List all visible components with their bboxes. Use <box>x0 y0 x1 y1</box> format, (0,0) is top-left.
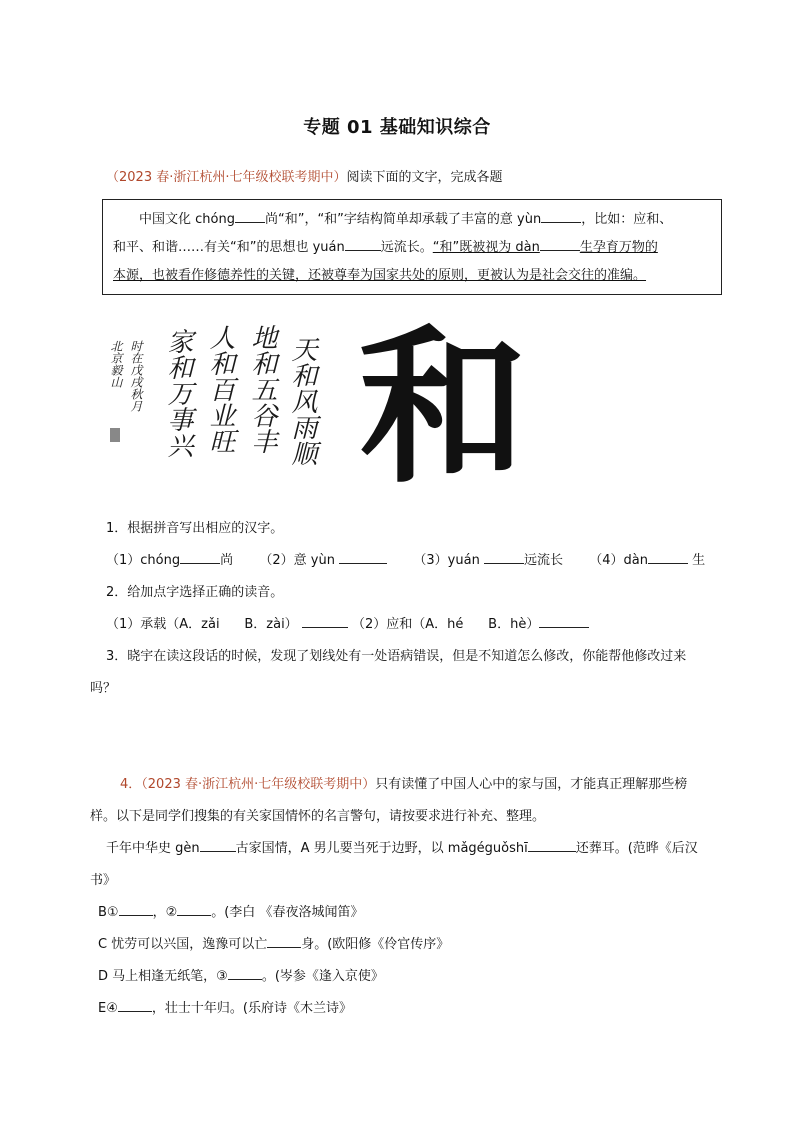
answer-blank[interactable] <box>118 999 152 1012</box>
question-text: 。(李白 《春夜洛城闻笛》 <box>211 905 364 920</box>
answer-blank[interactable] <box>339 551 387 564</box>
question-text: ，② <box>152 905 178 920</box>
answer-blank[interactable] <box>180 551 220 564</box>
question-text: B① <box>98 905 119 920</box>
answer-label: 远流长 <box>523 553 563 568</box>
answer-blank[interactable] <box>484 551 524 564</box>
question-text: D 马上相逢无纸笔，③ <box>98 969 228 984</box>
passage-text: 远流长。 <box>380 240 433 255</box>
question-text: 还葬耳。(范晔《后汉 <box>575 841 698 856</box>
question-4-line-3 <box>106 837 698 856</box>
question-text: 。(岑参《逢入京使》 <box>261 969 384 984</box>
underlined-text: 生孕育万物的 <box>579 240 658 255</box>
answer-label: （3）yuán <box>413 553 480 568</box>
intro-line <box>106 166 503 185</box>
question-text: E④ <box>98 1001 118 1016</box>
reading-passage-box <box>102 199 722 295</box>
question-text: 身。(欧阳修《伶官传序》 <box>301 937 450 952</box>
question-4-line-2: 样。以下是同学们搜集的有关家国情怀的名言警句，请按要求进行补充、整理。 <box>90 809 546 824</box>
passage-text: 尚“和”，“和”字结构简单却承载了丰富的意 yùn <box>264 212 542 227</box>
answer-blank[interactable] <box>302 615 348 628</box>
question-1-stem: 1．根据拼音写出相应的汉字。 <box>106 521 284 536</box>
question-source: （2023 春·浙江杭州·七年级校联考期中） <box>106 170 347 185</box>
calligraphy-column: 时在戊戌秋月 <box>129 340 143 412</box>
page-title: 专题 01 基础知识综合 <box>303 117 491 138</box>
passage-text: ，比如：应和、 <box>581 212 673 227</box>
question-2-answers <box>106 613 589 632</box>
answer-blank[interactable] <box>648 551 688 564</box>
answer-label: （2）应和（A．hé B．hè） <box>351 617 540 632</box>
instruction-text: 阅读下面的文字，完成各题 <box>346 170 503 185</box>
answer-blank[interactable] <box>228 967 262 980</box>
passage-line-3: 本源，也被看作修德养性的关键，还被尊奉为国家共处的原则，更被认为是社会交往的准编。 <box>113 268 647 283</box>
question-text: ，壮士十年归。(乐府诗《木兰诗》 <box>151 1001 352 1016</box>
big-character: 和 <box>359 308 527 498</box>
quote-c <box>98 933 449 952</box>
calligraphy-column: 北京毅山 <box>109 340 123 388</box>
answer-blank[interactable] <box>540 238 580 251</box>
answer-label: （2）意 yùn <box>259 553 335 568</box>
answer-blank[interactable] <box>235 210 265 223</box>
question-number: 4． <box>120 777 142 792</box>
question-text: 古家国情，A 男儿要当死于边野，以 mǎgéguǒshī <box>235 841 528 856</box>
calligraphy-column: 地和五谷丰 <box>247 324 277 454</box>
question-3-line-1: 3．晓宇在读这段话的时候，发现了划线处有一处语病错误，但是不知道怎么修改，你能帮他修改过来 <box>106 649 687 664</box>
calligraphy-image <box>102 316 332 496</box>
question-text: C 忧劳可以兴国，逸豫可以亡 <box>98 937 268 952</box>
quote-e <box>98 997 352 1016</box>
question-2-stem: 2．给加点字选择正确的读音。 <box>106 585 284 600</box>
answer-blank[interactable] <box>177 903 211 916</box>
answer-blank[interactable] <box>345 238 381 251</box>
answer-blank[interactable] <box>267 935 301 948</box>
question-text: 只有读懂了中国人心中的家与国，才能真正理解那些榜 <box>375 777 688 792</box>
quote-b <box>98 901 363 920</box>
answer-blank[interactable] <box>539 615 589 628</box>
question-4-line-4: 书》 <box>90 873 117 888</box>
passage-line-2 <box>113 234 711 262</box>
answer-blank[interactable] <box>200 839 236 852</box>
answer-label: （1）chóng <box>106 553 181 568</box>
calligraphy-column: 天和风雨顺 <box>287 336 317 466</box>
seal-stamp-icon <box>110 428 120 442</box>
passage-text: 和平、和谐……有关“和”的思想也 yuán <box>113 240 345 255</box>
calligraphy-column: 家和万事兴 <box>163 328 193 458</box>
answer-label: （4）dàn <box>589 553 648 568</box>
passage-text: 中国文化 chóng <box>139 212 235 227</box>
underlined-text: “和”既被视为 dàn <box>432 240 540 255</box>
calligraphy-column: 人和百业旺 <box>205 324 235 454</box>
big-character-image <box>348 308 538 498</box>
question-3-line-2: 吗？ <box>90 681 117 696</box>
quote-d <box>98 965 384 984</box>
answer-blank[interactable] <box>541 210 581 223</box>
question-4-line-1 <box>120 773 687 792</box>
question-source: （2023 春·浙江杭州·七年级校联考期中） <box>141 777 376 792</box>
answer-blank[interactable] <box>119 903 153 916</box>
answer-blank[interactable] <box>528 839 576 852</box>
answer-label: 生 <box>692 553 706 568</box>
answer-label: （1）承载（A．zǎi B．zài） <box>106 617 298 632</box>
question-1-answers <box>106 549 705 568</box>
answer-label: 尚 <box>220 553 234 568</box>
question-text: 千年中华史 gèn <box>106 841 200 856</box>
passage-line-1 <box>113 206 711 234</box>
